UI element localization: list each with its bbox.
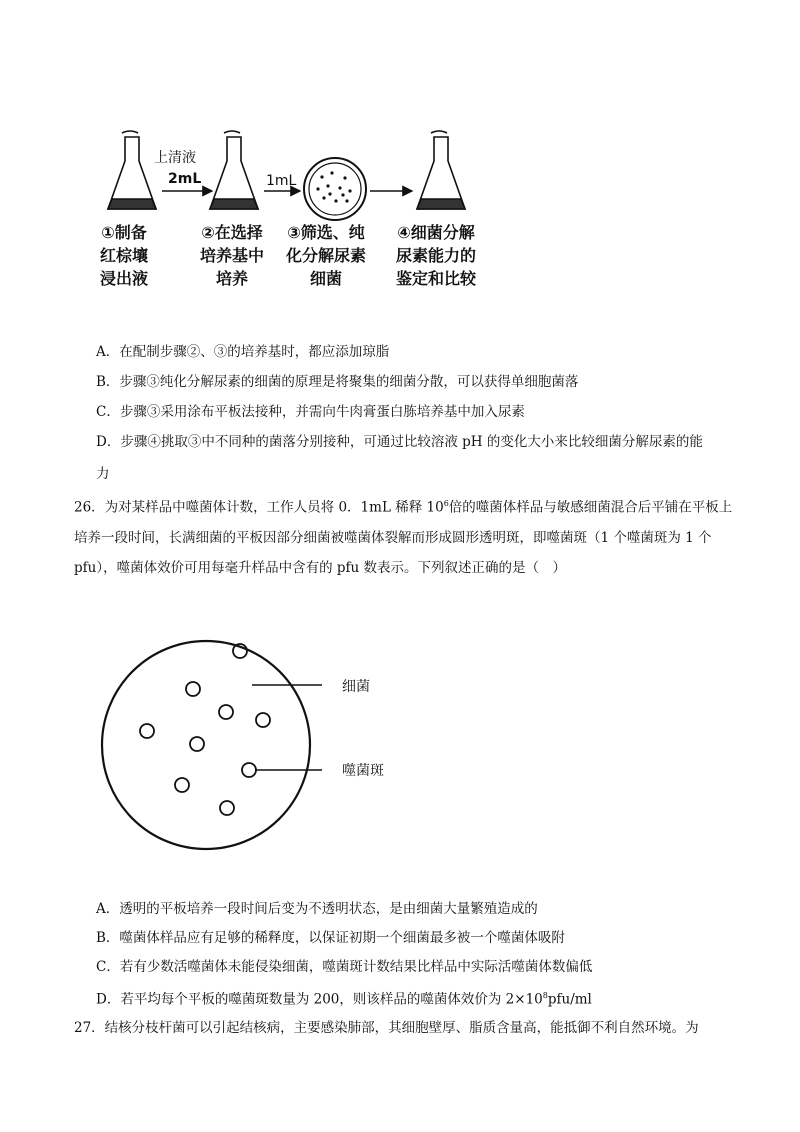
q26-stem-part1: 26．为对某样品中噬菌体计数，工作人员将 0．1mL 稀释 10 xyxy=(74,499,444,516)
plate-outline xyxy=(102,641,310,849)
arrow-2-top-label: 1mL xyxy=(266,173,297,189)
q26-option-d xyxy=(96,985,592,1011)
plate-drawing xyxy=(96,615,436,895)
arrow-1-bottom-label: 2mL xyxy=(168,171,202,187)
step-2-caption: ②在选择 培养基中 培养 xyxy=(200,223,265,288)
plaque-circles xyxy=(140,644,270,815)
q26-stem xyxy=(74,489,734,583)
q26-option-d-exponent: 8 xyxy=(542,991,548,1000)
q26-option-c: C．若有少数活噬菌体未能侵染细菌，噬菌斑计数结果比样品中实际活噬菌体数偏低 xyxy=(96,959,593,975)
step-1-caption: ①制备 红棕壤 浸出液 xyxy=(100,223,149,288)
plaque-plate-figure xyxy=(96,615,436,895)
flask-2-icon xyxy=(210,131,258,209)
q26-option-a: A．透明的平板培养一段时间后变为不透明状态，是由细菌大量繁殖造成的 xyxy=(96,901,538,917)
flask-4-icon xyxy=(417,131,465,209)
plaque-label: 噬菌斑 xyxy=(342,763,384,779)
q25-option-a: A．在配制步骤②、③的培养基时，都应添加琼脂 xyxy=(96,344,390,360)
q25-option-c: C．步骤③采用涂布平板法接种，并需向牛肉膏蛋白胨培养基中加入尿素 xyxy=(96,404,525,420)
q25-option-b: B．步骤③纯化分解尿素的细菌的原理是将聚集的细菌分散，可以获得单细胞菌落 xyxy=(96,374,579,390)
workflow-figure xyxy=(100,125,500,295)
q26-stem-part2: 倍的噬菌体样品与敏感细菌混合后平铺在平板上培养一段时间，长满细菌的平板因部分细菌被噬菌体裂解而形成圆形透明斑，即噬菌斑（1 个噬菌斑为 1 个 pfu），噬菌体效价可用每毫升样品中含有的 pfu 数表示。下列叙述正确的是（ ） xyxy=(74,499,733,576)
q25-option-d: D．步骤④挑取③中不同种的菌落分别接种，可通过比较溶液 pH 的变化大小来比较细菌分解尿素的能 xyxy=(96,434,703,450)
bacteria-label: 细菌 xyxy=(342,679,370,695)
petri-dish-icon xyxy=(304,158,366,220)
q27-stem: 27．结核分枝杆菌可以引起结核病，主要感染肺部，其细胞壁厚、脂质含量高，能抵御不利自然环境。为 xyxy=(74,1020,699,1036)
step-4-caption: ④细菌分解 尿素能力的 鉴定和比较 xyxy=(396,223,477,288)
q26-option-d-unit: pfu/ml xyxy=(547,991,592,1008)
q26-option-b: B．噬菌体样品应有足够的稀释度，以保证初期一个细菌最多被一个噬菌体吸附 xyxy=(96,930,565,946)
q26-option-d-text: D．若平均每个平板的噬菌斑数量为 200，则该样品的噬菌体效价为 2×10 xyxy=(96,991,543,1008)
arrow-1-top-label: 上清液 xyxy=(154,150,196,166)
q25-option-d-continued: 力 xyxy=(96,466,110,482)
q26-stem-exponent: 6 xyxy=(443,499,449,508)
workflow-drawing xyxy=(100,125,500,225)
flask-1-icon xyxy=(108,131,156,209)
step-3-caption: ③筛选、纯 化分解尿素 细菌 xyxy=(286,223,367,288)
